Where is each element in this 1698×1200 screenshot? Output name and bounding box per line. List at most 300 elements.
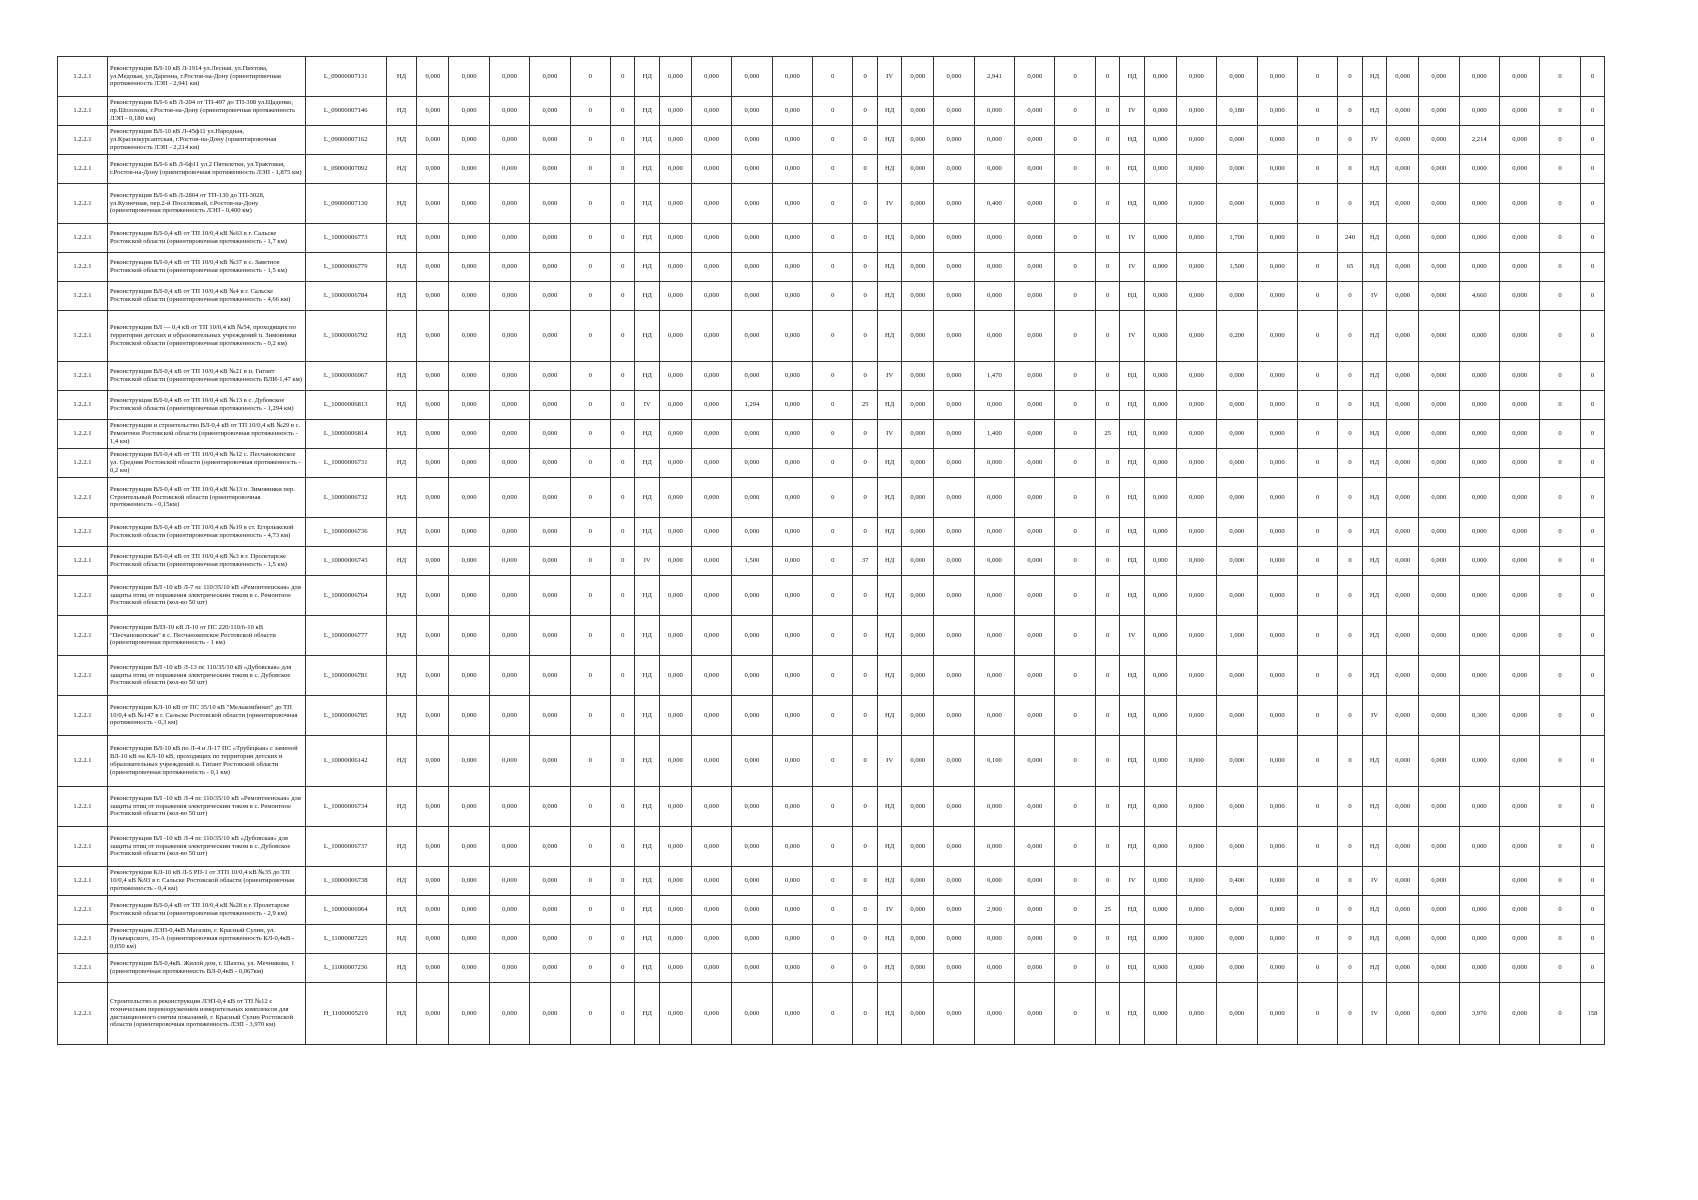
value-cell: 0	[1338, 787, 1362, 827]
value-cell: 0	[570, 736, 610, 787]
value-cell: 0,000	[1387, 391, 1419, 420]
value-cell: НД	[386, 867, 417, 896]
value-cell: 0,000	[489, 827, 529, 867]
value-cell: 0,000	[1257, 983, 1297, 1045]
row-number-cell: 1.2.2.1	[58, 282, 108, 311]
value-cell: 0	[1297, 57, 1337, 97]
value-cell: 0,000	[732, 155, 772, 184]
value-cell: 0,000	[1144, 867, 1176, 896]
value-cell: 0,000	[772, 867, 812, 896]
value-cell: 0	[1055, 696, 1095, 736]
project-description-cell: Реконструкция ВЛ-6 кВ Л-2804 от ТП-130 до ТП-3028, ул.Кузнечная, пер.2-й Поселковый, г.Ростов-на-Дону (ориентировочная протяженность ЛЭП - 0,400 км)	[107, 184, 305, 224]
project-description-cell: Реконструкция ВЛ-0,4 кВ от ТП 10/0,4 кВ №37 в с. Заветное Ростовской области (ориентировочная протяженность - 1,5 км)	[107, 253, 305, 282]
value-cell: 0,000	[1257, 253, 1297, 282]
value-cell: 0,000	[530, 184, 570, 224]
value-cell: 0,000	[772, 391, 812, 420]
project-code-cell: L_10000006779	[305, 253, 386, 282]
value-cell: 0	[1540, 362, 1580, 391]
value-cell: 0	[1580, 155, 1604, 184]
value-cell: 0,000	[902, 827, 934, 867]
value-cell: 0,000	[1419, 736, 1459, 787]
value-cell: 0,000	[1176, 391, 1216, 420]
value-cell: 0,000	[417, 184, 449, 224]
value-cell: 0,000	[1419, 954, 1459, 983]
value-cell: 2,941	[974, 57, 1014, 97]
value-cell: 0,000	[691, 616, 731, 656]
value-cell: НД	[1120, 57, 1144, 97]
table-row	[58, 391, 1630, 420]
value-cell: 0,000	[691, 867, 731, 896]
value-cell: 0	[1095, 656, 1119, 696]
value-cell: 0,000	[934, 954, 974, 983]
value-cell: 0,000	[449, 925, 489, 954]
value-cell: 0	[611, 925, 635, 954]
value-cell: 0,000	[489, 867, 529, 896]
value-cell: IV	[1120, 97, 1144, 126]
value-cell: 0,000	[772, 420, 812, 449]
value-cell: НД	[386, 616, 417, 656]
table-row	[58, 547, 1630, 576]
value-cell: 0,000	[902, 449, 934, 478]
value-cell: 0,000	[1176, 184, 1216, 224]
value-cell: 0,000	[1257, 184, 1297, 224]
value-cell: 0	[813, 896, 853, 925]
value-cell: 0	[611, 224, 635, 253]
value-cell: 0,000	[1144, 547, 1176, 576]
value-cell: 0,000	[1144, 827, 1176, 867]
value-cell: 0,000	[691, 155, 731, 184]
value-cell: 0,000	[974, 656, 1014, 696]
value-cell: 0,000	[1499, 253, 1539, 282]
value-cell: НД	[386, 97, 417, 126]
value-cell: 0	[813, 954, 853, 983]
value-cell: 0	[813, 420, 853, 449]
value-cell: 0,000	[1015, 616, 1055, 656]
value-cell: 0,000	[530, 311, 570, 362]
value-cell: 0,000	[1459, 925, 1499, 954]
value-cell: 0,000	[1015, 282, 1055, 311]
value-cell: 0	[611, 478, 635, 518]
value-cell: 1,500	[732, 547, 772, 576]
value-cell: 0,000	[691, 696, 731, 736]
value-cell: 0	[1095, 449, 1119, 478]
value-cell: 0	[611, 184, 635, 224]
project-description-cell: Реконструкция и строительство ВЛ-0,4 кВ от ТП 10/0,4 кВ №29 в с. Ремонтное Ростовской области (ориентировочная протяженность - 1,4 км)	[107, 420, 305, 449]
value-cell: 0	[853, 616, 877, 656]
value-cell: НД	[1120, 478, 1144, 518]
value-cell: НД	[877, 126, 901, 155]
project-code-cell: L_10000006785	[305, 696, 386, 736]
value-cell: НД	[386, 57, 417, 97]
value-cell: 0	[1055, 576, 1095, 616]
value-cell: 0,000	[1144, 97, 1176, 126]
value-cell: 0	[853, 282, 877, 311]
value-cell: 0,000	[1387, 925, 1419, 954]
value-cell: 0	[1540, 925, 1580, 954]
value-cell: НД	[1120, 954, 1144, 983]
value-cell: 0,000	[1144, 184, 1176, 224]
table-row	[58, 126, 1630, 155]
value-cell: 0	[1580, 253, 1604, 282]
value-cell: 0,000	[772, 827, 812, 867]
project-code-cell: L_10000006784	[305, 282, 386, 311]
value-cell: 0	[813, 616, 853, 656]
table-row	[58, 311, 1630, 362]
value-cell: 0,000	[417, 478, 449, 518]
value-cell: 0,100	[974, 736, 1014, 787]
project-code-cell: L_10000006781	[305, 656, 386, 696]
value-cell: 0	[1338, 420, 1362, 449]
value-cell: 0	[1055, 547, 1095, 576]
value-cell: 0,000	[902, 736, 934, 787]
value-cell: 0,000	[449, 184, 489, 224]
value-cell: НД	[877, 616, 901, 656]
value-cell: 0,000	[772, 736, 812, 787]
value-cell: 1,294	[732, 391, 772, 420]
value-cell: НД	[635, 736, 659, 787]
value-cell: НД	[386, 253, 417, 282]
value-cell: 0	[1338, 449, 1362, 478]
value-cell: НД	[1362, 449, 1386, 478]
value-cell: 0,000	[530, 478, 570, 518]
value-cell: 0	[1095, 184, 1119, 224]
value-cell: 0,000	[974, 518, 1014, 547]
table-row	[58, 736, 1630, 787]
value-cell: 0,000	[1015, 391, 1055, 420]
table-row	[58, 867, 1630, 896]
value-cell: 0,000	[1387, 420, 1419, 449]
value-cell: НД	[635, 478, 659, 518]
value-cell: 0,000	[417, 896, 449, 925]
value-cell: НД	[635, 311, 659, 362]
value-cell: 4,660	[1459, 282, 1499, 311]
value-cell: IV	[1362, 867, 1386, 896]
value-cell: НД	[1120, 576, 1144, 616]
value-cell: 0	[1580, 925, 1604, 954]
value-cell: 0,000	[1499, 867, 1539, 896]
value-cell: 0	[1540, 616, 1580, 656]
value-cell: 0,000	[1144, 420, 1176, 449]
value-cell: 0,000	[1217, 57, 1257, 97]
value-cell: 0	[1580, 449, 1604, 478]
value-cell: 0,000	[530, 449, 570, 478]
value-cell: 0	[611, 449, 635, 478]
value-cell: 0,000	[1499, 954, 1539, 983]
value-cell: 0,000	[691, 126, 731, 155]
value-cell: 0,000	[489, 155, 529, 184]
value-cell: 0,000	[1387, 97, 1419, 126]
value-cell: НД	[877, 97, 901, 126]
value-cell: 0,000	[1419, 126, 1459, 155]
value-cell: 0	[1055, 827, 1095, 867]
value-cell: 0,000	[902, 478, 934, 518]
value-cell: 0,000	[1144, 576, 1176, 616]
value-cell: 0,000	[489, 97, 529, 126]
value-cell: 0,000	[489, 656, 529, 696]
value-cell: 0,000	[1144, 925, 1176, 954]
value-cell: 0,000	[449, 449, 489, 478]
value-cell: 0,000	[659, 736, 691, 787]
value-cell: 0,000	[530, 420, 570, 449]
value-cell: 0,000	[772, 576, 812, 616]
value-cell: 0	[1580, 547, 1604, 576]
value-cell: 0,000	[1257, 925, 1297, 954]
value-cell: НД	[635, 155, 659, 184]
project-description-cell: Реконструкция КЛ-10 кВ Л-5 РП-1 от ЗТП 10/0,4 кВ №35 до ТП 10/0,4 кВ №93 в г. Сальске Ростовской области (ориентировочная протяженность - 0,4 км)	[107, 867, 305, 896]
value-cell: 0,000	[1387, 954, 1419, 983]
value-cell: 0,000	[1499, 420, 1539, 449]
value-cell: 0,000	[1015, 954, 1055, 983]
value-cell: 0,000	[902, 253, 934, 282]
value-cell: НД	[386, 126, 417, 155]
value-cell: 0	[1338, 391, 1362, 420]
value-cell: 0,000	[1176, 925, 1216, 954]
value-cell: 0,000	[691, 954, 731, 983]
value-cell: НД	[386, 420, 417, 449]
value-cell: 0,000	[691, 449, 731, 478]
value-cell: НД	[877, 925, 901, 954]
value-cell: 0,000	[489, 224, 529, 253]
value-cell: 0,000	[449, 420, 489, 449]
project-description-cell: Реконструкция ВЛ-6 кВ Л-204 от ТП-497 до ТП-308 ул.Щаденко, пр.Шолохова, г.Ростов-на-Дону (ориентировочная протяженность ЛЭП - 0,180 км)	[107, 97, 305, 126]
project-description-cell: Реконструкция ВЛ-10 кВ по Л-4 и Л-17 ПС «Трубецкая» с заменой ВЛ-10 кВ на КЛ-10 кВ, проходящих по территории детских и образовательных учреждений п. Гигант Ростовской области (ориентировочная протяженность - 0,1 км)	[107, 736, 305, 787]
value-cell: 0,000	[772, 518, 812, 547]
value-cell: 0,000	[449, 616, 489, 656]
value-cell: IV	[1120, 253, 1144, 282]
value-cell: 0,000	[530, 97, 570, 126]
value-cell: 0,000	[1459, 311, 1499, 362]
value-cell: 0,000	[1176, 867, 1216, 896]
value-cell: НД	[877, 827, 901, 867]
value-cell: 0,000	[732, 449, 772, 478]
value-cell: 0,000	[659, 362, 691, 391]
value-cell: 0,000	[489, 478, 529, 518]
value-cell: 0	[611, 253, 635, 282]
value-cell: НД	[386, 827, 417, 867]
value-cell: 0,000	[902, 224, 934, 253]
value-cell: 0,000	[530, 224, 570, 253]
value-cell: 0,000	[974, 391, 1014, 420]
value-cell: 0	[1055, 362, 1095, 391]
value-cell: 0,000	[691, 547, 731, 576]
value-cell: НД	[1362, 253, 1386, 282]
value-cell: 0,000	[1257, 478, 1297, 518]
value-cell: 0,000	[691, 420, 731, 449]
value-cell: 0,000	[1499, 787, 1539, 827]
value-cell: НД	[386, 362, 417, 391]
value-cell: 0,000	[1459, 155, 1499, 184]
value-cell: 0,300	[1459, 696, 1499, 736]
project-description-cell: Реконструкция ВЛ-0,4 кВ от ТП 10/0,4 кВ №12 с. Песчанокопское ул. Средняя Ростовской области (ориентировочная протяженность - 0,2 км)	[107, 449, 305, 478]
value-cell: 0,000	[902, 954, 934, 983]
value-cell: 0,000	[449, 983, 489, 1045]
value-cell: 0,000	[417, 547, 449, 576]
value-cell: 0	[1055, 391, 1095, 420]
value-cell: НД	[635, 787, 659, 827]
value-cell: 0,000	[1176, 362, 1216, 391]
value-cell: НД	[1362, 311, 1386, 362]
value-cell: 0	[1580, 656, 1604, 696]
value-cell: 0,000	[1499, 362, 1539, 391]
value-cell: 0	[1540, 787, 1580, 827]
value-cell: 0,000	[1499, 126, 1539, 155]
value-cell: НД	[1120, 656, 1144, 696]
value-cell: НД	[635, 867, 659, 896]
value-cell: НД	[635, 656, 659, 696]
value-cell: 0	[853, 576, 877, 616]
value-cell: 0,000	[1499, 696, 1539, 736]
value-cell: 0,000	[1387, 449, 1419, 478]
value-cell: 0	[1055, 184, 1095, 224]
project-description-cell: Реконструкция ВЛ-0,4 кВ от ТП 10/0,4 кВ №13 п. Зимовники пер. Строительный Ростовской области (ориентировочная протяженность - 0,15км)	[107, 478, 305, 518]
value-cell: 0	[853, 896, 877, 925]
value-cell: 0,000	[934, 696, 974, 736]
value-cell: 0,000	[1217, 925, 1257, 954]
value-cell: НД	[1362, 155, 1386, 184]
value-cell: 0,000	[1217, 983, 1257, 1045]
value-cell: 0,000	[659, 57, 691, 97]
value-cell: 0	[853, 97, 877, 126]
table-row	[58, 954, 1630, 983]
value-cell: 25	[1095, 896, 1119, 925]
value-cell: 0,000	[417, 696, 449, 736]
value-cell: НД	[1362, 57, 1386, 97]
value-cell: 0	[611, 736, 635, 787]
value-cell: 0,000	[934, 896, 974, 925]
value-cell: 0	[1055, 224, 1095, 253]
value-cell: 0	[1540, 253, 1580, 282]
value-cell: 0	[813, 362, 853, 391]
value-cell: 0	[1095, 736, 1119, 787]
value-cell: 0,000	[417, 925, 449, 954]
value-cell: 0,000	[732, 311, 772, 362]
value-cell: 0,000	[772, 954, 812, 983]
value-cell: НД	[877, 282, 901, 311]
value-cell: НД	[877, 696, 901, 736]
value-cell: НД	[386, 518, 417, 547]
row-number-cell: 1.2.2.1	[58, 224, 108, 253]
value-cell: 0,000	[974, 696, 1014, 736]
project-description-cell: Строительство и реконструкция ЛЭП-0,4 кВ от ТП №12 с техническим перевооружением измерительных комплексов для дистанционного снятия показаний, г. Красный Сулин Ростовской области (ориентировочная протяженность ЛЭП - 3,970 км)	[107, 983, 305, 1045]
value-cell: 0	[1580, 518, 1604, 547]
project-description-cell: Реконструкция ВЛ -10 кВ Л-13 пс 110/35/10 кВ «Дубовская» для защиты птиц от поражения электрическим током в с. Дубовское Ростовской области (кол-во 50 шт)	[107, 656, 305, 696]
value-cell: 0	[1540, 518, 1580, 547]
value-cell: IV	[877, 184, 901, 224]
value-cell: 0,000	[934, 282, 974, 311]
value-cell: 0	[853, 954, 877, 983]
value-cell: 0	[853, 311, 877, 362]
value-cell: НД	[635, 282, 659, 311]
value-cell: 0,000	[902, 616, 934, 656]
value-cell: НД	[1120, 126, 1144, 155]
value-cell: 0,000	[1387, 126, 1419, 155]
value-cell: 0,000	[530, 656, 570, 696]
value-cell: 0,000	[1217, 696, 1257, 736]
value-cell: 0,000	[1419, 224, 1459, 253]
value-cell: НД	[386, 224, 417, 253]
value-cell: 0,000	[1459, 547, 1499, 576]
value-cell: 0,000	[417, 736, 449, 787]
value-cell: 0	[813, 867, 853, 896]
value-cell: НД	[1362, 362, 1386, 391]
value-cell: 0,000	[772, 126, 812, 155]
value-cell: 0,000	[772, 656, 812, 696]
value-cell: 0,000	[1459, 656, 1499, 696]
value-cell: 0,000	[1015, 57, 1055, 97]
value-cell: 0	[1297, 576, 1337, 616]
value-cell: 0	[1055, 983, 1095, 1045]
value-cell: 0,000	[1217, 478, 1257, 518]
value-cell: 0,000	[1419, 547, 1459, 576]
value-cell: 0	[570, 311, 610, 362]
value-cell: 0	[1095, 696, 1119, 736]
value-cell: НД	[635, 518, 659, 547]
value-cell: 0,000	[659, 184, 691, 224]
project-description-cell: Реконструкция ВЛ-0,4 кВ от ТП 10/0,4 кВ №4 в г. Сальске Ростовской области (ориентировочная протяженность - 4,66 км)	[107, 282, 305, 311]
value-cell: 0,000	[659, 97, 691, 126]
value-cell: 0,000	[659, 253, 691, 282]
value-cell: НД	[1362, 827, 1386, 867]
value-cell: 0,000	[974, 478, 1014, 518]
value-cell: 0,000	[489, 983, 529, 1045]
value-cell	[1459, 867, 1499, 896]
value-cell: 0	[1095, 547, 1119, 576]
value-cell: 0	[611, 656, 635, 696]
value-cell: 0,000	[417, 576, 449, 616]
value-cell: 0,000	[659, 827, 691, 867]
value-cell: НД	[877, 867, 901, 896]
value-cell: 0,000	[1499, 896, 1539, 925]
value-cell: 0,000	[934, 827, 974, 867]
value-cell: 0,400	[974, 184, 1014, 224]
value-cell: 0	[1540, 155, 1580, 184]
value-cell: 0	[611, 97, 635, 126]
value-cell: НД	[1120, 362, 1144, 391]
value-cell: 0	[1297, 478, 1337, 518]
row-number-cell: 1.2.2.1	[58, 391, 108, 420]
value-cell: 0,000	[902, 518, 934, 547]
value-cell: 0,000	[1217, 736, 1257, 787]
value-cell: 0,000	[1387, 867, 1419, 896]
value-cell: 0	[1540, 983, 1580, 1045]
value-cell: 0,000	[691, 97, 731, 126]
value-cell: 0,000	[691, 362, 731, 391]
value-cell: 0	[611, 616, 635, 656]
value-cell: 1,700	[1217, 224, 1257, 253]
project-code-cell: L_10000006964	[305, 896, 386, 925]
value-cell: 0	[1580, 362, 1604, 391]
value-cell: 0	[1095, 362, 1119, 391]
value-cell: 0,000	[1217, 155, 1257, 184]
value-cell: 0,000	[1144, 736, 1176, 787]
value-cell: 0	[570, 420, 610, 449]
value-cell: 0,000	[772, 311, 812, 362]
value-cell: НД	[386, 282, 417, 311]
value-cell: 0,000	[691, 787, 731, 827]
value-cell: 0	[570, 983, 610, 1045]
table-row	[58, 827, 1630, 867]
value-cell: 0,000	[1144, 518, 1176, 547]
value-cell: 0	[570, 954, 610, 983]
value-cell: 0	[1540, 97, 1580, 126]
value-cell: 0,000	[1176, 97, 1216, 126]
value-cell: 0,000	[1387, 656, 1419, 696]
value-cell: 0,000	[1257, 827, 1297, 867]
value-cell: 0,000	[659, 518, 691, 547]
value-cell: 0,000	[1459, 896, 1499, 925]
value-cell: 0,000	[691, 983, 731, 1045]
value-cell: 0,000	[902, 983, 934, 1045]
